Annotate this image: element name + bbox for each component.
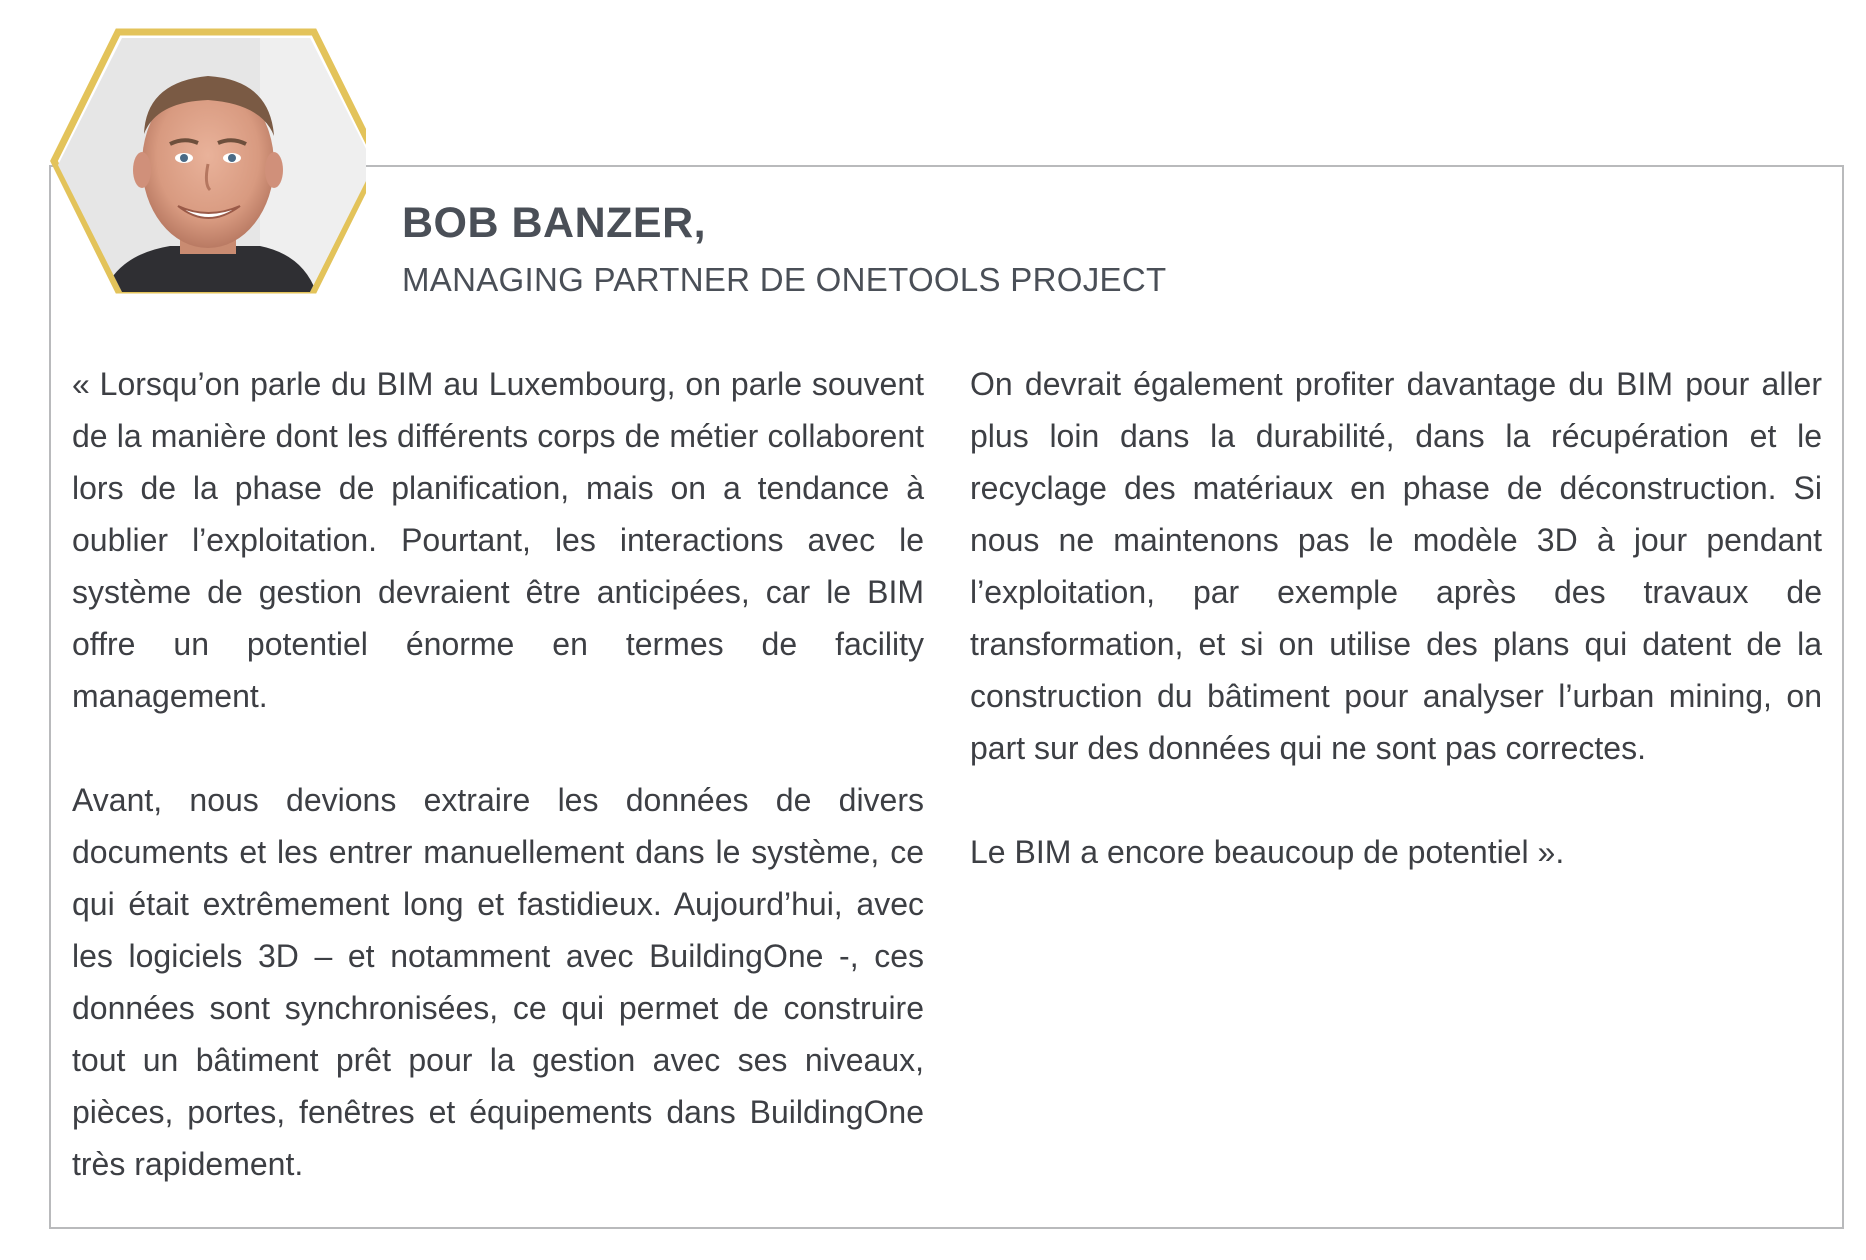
avatar bbox=[40, 24, 366, 306]
person-role: MANAGING PARTNER DE ONETOOLS PROJECT bbox=[402, 261, 1167, 298]
left-paragraph-1: « Lorsqu’on parle du BIM au Luxembourg, on parle souvent de la manière dont les différents corps de métier collaborent lors de la phase de planification, mais on a tendance à oublier l’exploitation. Pourtant, les interactions avec le système de gestion devraient être anticipées, car le BIM offre un potentiel énorme en termes de facility management. bbox=[72, 366, 924, 714]
portrait-photo-icon bbox=[40, 24, 366, 306]
left-paragraph-2: Avant, nous devions extraire les données de divers documents et les entrer manuellement dans le système, ce qui était extrêmement long et fastidieux. Aujourd’hui, avec les logiciels 3D – et notamment avec BuildingOne -, ces données sont synchronisées, ce qui permet de construire tout un bâtiment prêt pour la gestion avec ses niveaux, pièces, portes, fenêtres et équipements dans BuildingOne très rapidement. bbox=[72, 782, 924, 1182]
right-paragraph-2: Le BIM a encore beaucoup de potentiel ». bbox=[970, 834, 1565, 870]
person-name: BOB BANZER, bbox=[402, 199, 707, 247]
header bbox=[402, 196, 1802, 302]
right-paragraph-1: On devrait également profiter davantage du BIM pour aller plus loin dans la durabilité, dans la récupération et le recyclage des matériaux en phase de déconstruction. Si nous ne maintenons pas le modèle 3D à jour pendant l’exploitation, par exemple après des travaux de transformation, et si on utilise des plans qui datent de la construction du bâtiment pour analyser l’urban mining, on part sur des données qui ne sont pas correctes. bbox=[970, 366, 1822, 766]
right-column bbox=[970, 358, 1822, 878]
left-column bbox=[72, 358, 924, 1190]
